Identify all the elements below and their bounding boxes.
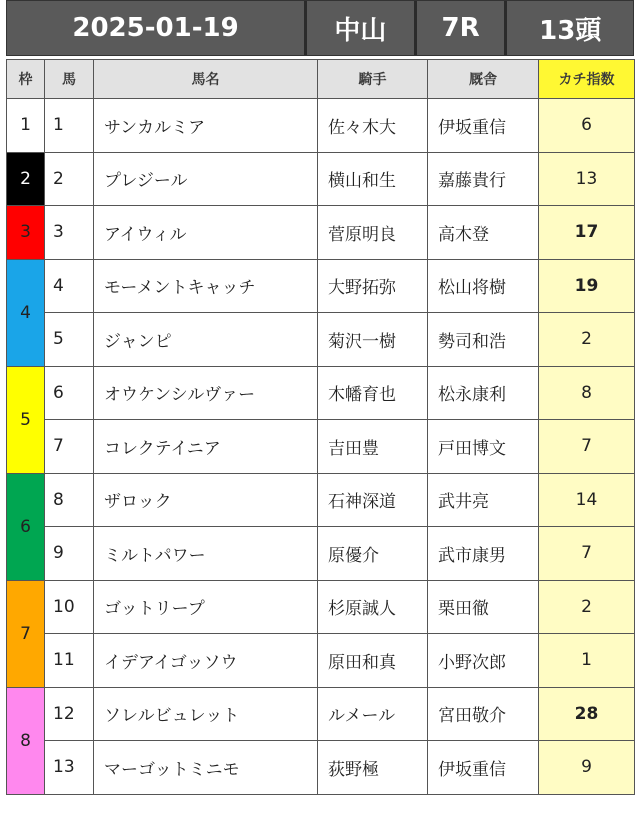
waku-cell: 5 — [7, 366, 45, 473]
kachi-index-cell: 28 — [539, 687, 635, 741]
table-row — [7, 687, 635, 741]
kachi-index-cell: 17 — [539, 206, 635, 260]
kachi-index-cell: 19 — [539, 259, 635, 313]
jockey-cell: 石神深道 — [318, 473, 428, 527]
horse-number-cell: 2 — [45, 152, 94, 206]
horse-number-cell: 1 — [45, 99, 94, 153]
race-venue: 中山 — [307, 1, 417, 55]
horse-name-cell: ザロック — [94, 473, 318, 527]
horse-number-cell: 13 — [45, 741, 94, 795]
trainer-cell: 戸田博文 — [428, 420, 539, 474]
horse-name-cell: ミルトパワー — [94, 527, 318, 581]
kachi-index-cell: 1 — [539, 634, 635, 688]
waku-cell: 8 — [7, 687, 45, 794]
waku-cell: 6 — [7, 473, 45, 580]
kachi-index-cell: 2 — [539, 580, 635, 634]
horse-number-cell: 3 — [45, 206, 94, 260]
trainer-cell: 武井亮 — [428, 473, 539, 527]
kachi-index-cell: 7 — [539, 527, 635, 581]
horse-number-cell: 10 — [45, 580, 94, 634]
horse-number-cell: 4 — [45, 259, 94, 313]
horse-number-cell: 11 — [45, 634, 94, 688]
trainer-cell: 松山将樹 — [428, 259, 539, 313]
col-header-waku: 枠 — [7, 60, 45, 99]
kachi-index-cell: 2 — [539, 313, 635, 367]
horse-name-cell: イデアイゴッソウ — [94, 634, 318, 688]
entries-table — [6, 59, 635, 795]
jockey-cell: 大野拓弥 — [318, 259, 428, 313]
waku-cell: 4 — [7, 259, 45, 366]
horse-name-cell: サンカルミア — [94, 99, 318, 153]
table-header-row — [7, 60, 635, 99]
horse-number-cell: 6 — [45, 366, 94, 420]
race-header — [6, 0, 634, 56]
col-header-name: 馬名 — [94, 60, 318, 99]
jockey-cell: 菊沢一樹 — [318, 313, 428, 367]
horse-name-cell: ソレルビュレット — [94, 687, 318, 741]
jockey-cell: 原優介 — [318, 527, 428, 581]
kachi-index-cell: 13 — [539, 152, 635, 206]
horse-name-cell: ジャンピ — [94, 313, 318, 367]
waku-cell: 1 — [7, 99, 45, 153]
horse-name-cell: マーゴットミニモ — [94, 741, 318, 795]
jockey-cell: ルメール — [318, 687, 428, 741]
trainer-cell: 栗田徹 — [428, 580, 539, 634]
table-row — [7, 366, 635, 420]
table-row — [7, 527, 635, 581]
table-row — [7, 259, 635, 313]
horse-name-cell: アイウィル — [94, 206, 318, 260]
jockey-cell: 杉原誠人 — [318, 580, 428, 634]
table-row — [7, 152, 635, 206]
race-number: 7R — [417, 1, 508, 55]
kachi-index-cell: 7 — [539, 420, 635, 474]
table-row — [7, 313, 635, 367]
waku-cell: 2 — [7, 152, 45, 206]
horse-name-cell: プレジール — [94, 152, 318, 206]
horse-name-cell: ゴットリープ — [94, 580, 318, 634]
trainer-cell: 伊坂重信 — [428, 741, 539, 795]
jockey-cell: 原田和真 — [318, 634, 428, 688]
table-row — [7, 420, 635, 474]
kachi-index-cell: 9 — [539, 741, 635, 795]
horse-number-cell: 5 — [45, 313, 94, 367]
col-header-kachi: カチ指数 — [539, 60, 635, 99]
jockey-cell: 荻野極 — [318, 741, 428, 795]
trainer-cell: 勢司和浩 — [428, 313, 539, 367]
table-row — [7, 580, 635, 634]
kachi-index-cell: 6 — [539, 99, 635, 153]
horse-number-cell: 7 — [45, 420, 94, 474]
waku-cell: 3 — [7, 206, 45, 260]
table-row — [7, 206, 635, 260]
horse-number-cell: 9 — [45, 527, 94, 581]
trainer-cell: 嘉藤貴行 — [428, 152, 539, 206]
horse-name-cell: コレクテイニア — [94, 420, 318, 474]
jockey-cell: 木幡育也 — [318, 366, 428, 420]
trainer-cell: 武市康男 — [428, 527, 539, 581]
table-row — [7, 634, 635, 688]
kachi-index-cell: 8 — [539, 366, 635, 420]
race-date: 2025-01-19 — [7, 1, 307, 55]
table-row — [7, 99, 635, 153]
trainer-cell: 伊坂重信 — [428, 99, 539, 153]
table-row — [7, 741, 635, 795]
trainer-cell: 高木登 — [428, 206, 539, 260]
col-header-trainer: 厩舎 — [428, 60, 539, 99]
col-header-jockey: 騎手 — [318, 60, 428, 99]
horse-name-cell: モーメントキャッチ — [94, 259, 318, 313]
col-header-uma: 馬 — [45, 60, 94, 99]
jockey-cell: 菅原明良 — [318, 206, 428, 260]
trainer-cell: 松永康利 — [428, 366, 539, 420]
horse-number-cell: 8 — [45, 473, 94, 527]
jockey-cell: 横山和生 — [318, 152, 428, 206]
horse-name-cell: オウケンシルヴァー — [94, 366, 318, 420]
trainer-cell: 宮田敬介 — [428, 687, 539, 741]
jockey-cell: 吉田豊 — [318, 420, 428, 474]
trainer-cell: 小野次郎 — [428, 634, 539, 688]
horse-number-cell: 12 — [45, 687, 94, 741]
runner-count: 13頭 — [539, 15, 602, 46]
jockey-cell: 佐々木大 — [318, 99, 428, 153]
table-row — [7, 473, 635, 527]
table-body — [7, 99, 635, 795]
waku-cell: 7 — [7, 580, 45, 687]
kachi-index-cell: 14 — [539, 473, 635, 527]
